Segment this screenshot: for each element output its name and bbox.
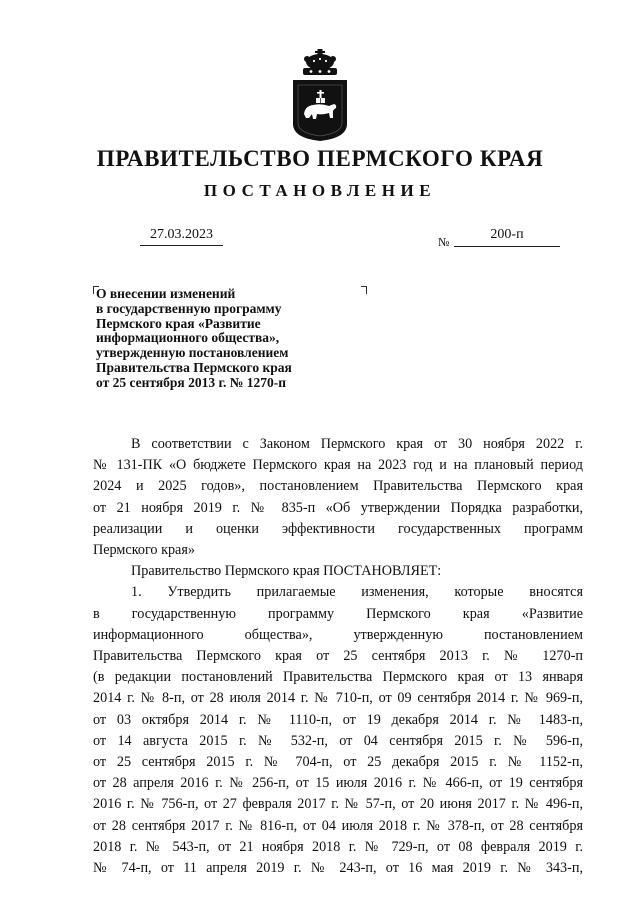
text-line: реализации и оценки эффективности государственных программ (93, 520, 583, 537)
coat-of-arms-emblem (287, 48, 353, 142)
number-value: 200-п (454, 227, 560, 247)
text-line: 2024 и 2025 годов», постановлением Правительства Пермского края (93, 478, 583, 495)
text-line: В соответствии с Законом Пермского края от 30 ноября 2022 г. (131, 436, 583, 452)
subject-line: от 25 сентября 2013 г. № 1270-п (96, 374, 287, 390)
item-1-paragraph (93, 582, 583, 879)
text-line: Правительство Пермского края ПОСТАНОВЛЯЕТ: (131, 563, 442, 580)
text-line: 2018 г. № 543-п, от 21 ноября 2018 г. № 729-п, от 08 февраля 2019 г. (93, 838, 583, 855)
document-body (93, 434, 583, 879)
text-line: от 03 октября 2014 г. № 1110-п, от 19 декабря 2014 г. № 1483-п, (93, 711, 583, 728)
text-line: от 28 апреля 2016 г. № 256-п, от 15 июля 2016 г. № 466-п, от 19 сентября (93, 775, 583, 792)
text-line: 2014 г. № 8-п, от 28 июля 2014 г. № 710-п, от 09 сентября 2014 г. № 969-п, (93, 690, 583, 707)
subject-line: информационного общества», (96, 330, 280, 346)
subject-corner-mark-right (361, 286, 367, 294)
text-line: 2016 г. № 756-п, от 27 февраля 2017 г. № 57-п, от 20 июня 2017 г. № 496-п, (93, 796, 583, 813)
subject-line: Правительства Пермского края (96, 359, 292, 375)
text-line: от 21 ноября 2019 г. № 835-п «Об утверждении Порядка разработки, (93, 499, 583, 516)
text-line: № 74-п, от 11 апреля 2019 г. № 243-п, от 16 мая 2019 г. № 343-п, (93, 860, 583, 877)
text-line: от 25 сентября 2015 г. № 704-п, от 25 декабря 2015 г. № 1152-п, (93, 754, 583, 771)
preamble-paragraph (93, 434, 583, 561)
text-line: 1. Утвердить прилагаемые изменения, которые вносятся (131, 584, 583, 601)
subject-line: утвержденную постановлением (96, 345, 289, 361)
text-line: от 14 августа 2015 г. № 532-п, от 04 сентября 2015 г. № 596-п, (93, 732, 583, 749)
text-line: Правительства Пермского края от 25 сентября 2013 г. № 1270-п (93, 648, 583, 665)
text-line: Пермского края» (93, 542, 195, 559)
resolution-paragraph (93, 561, 583, 582)
text-line: в государственную программу Пермского края «Развитие (93, 605, 583, 622)
document-subject (96, 287, 336, 391)
document-date: 27.03.2023 (140, 227, 223, 246)
text-line: информационного общества», утвержденную постановлением (93, 626, 583, 643)
government-title: ПРАВИТЕЛЬСТВО ПЕРМСКОГО КРАЯ (96, 146, 544, 171)
number-sign: № (438, 235, 450, 249)
text-line: от 28 сентября 2017 г. № 816-п, от 04 июля 2018 г. № 378-п, от 28 сентября (93, 817, 583, 834)
text-line: № 131-ПК «О бюджете Пермского края на 2023 год и на плановый период (93, 457, 583, 474)
document-type: ПОСТАНОВЛЕНИЕ (203, 181, 437, 200)
subject-line: в государственную программу (96, 300, 282, 316)
subject-line: Пермского края «Развитие (96, 315, 261, 331)
subject-line: О внесении изменений (96, 286, 236, 301)
text-line: (в редакции постановлений Правительства Пермского края от 13 января (93, 669, 583, 686)
